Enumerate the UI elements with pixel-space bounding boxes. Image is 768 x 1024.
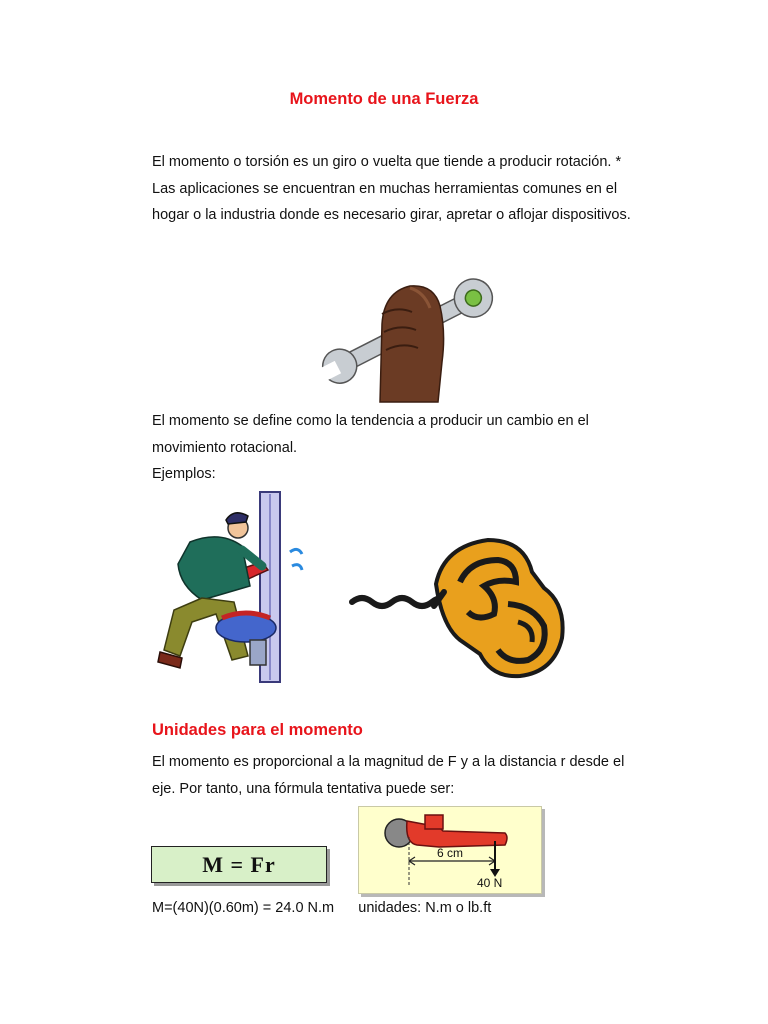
- page-title: Momento de una Fuerza: [289, 90, 479, 108]
- units-line-2: eje. Por tanto, una fórmula tentativa puede ser:: [152, 780, 455, 797]
- wrench-in-fist-illustration: [312, 262, 502, 404]
- units-paragraph: [152, 749, 672, 802]
- intro-line-1: El momento o torsión es un giro o vuelta que tiende a producir rotación. *: [152, 154, 622, 170]
- definition-line-2: movimiento rotacional.: [152, 439, 298, 456]
- examples-label: Ejemplos:: [152, 466, 216, 482]
- intro-line-3: hogar o la industria donde es necesario girar, apretar o aflojar dispositivos.: [152, 207, 631, 223]
- definition-paragraph: [152, 408, 672, 488]
- result-line: M=(40N)(0.60m) = 24.0 N.m unidades: N.m o lb.ft: [152, 900, 492, 916]
- definition-line-1: El momento se define como la tendencia a producir un cambio en el: [152, 413, 589, 429]
- units-heading: Unidades para el momento: [152, 721, 363, 739]
- units-line-1: El momento es proporcional a la magnitud de F y a la distancia r desde el: [152, 754, 625, 770]
- formula-box: M = Fr: [151, 846, 327, 883]
- intro-line-2: Las aplicaciones se encuentran en muchas herramientas comunes en el: [152, 180, 618, 197]
- distance-label: 6 cm: [437, 846, 464, 860]
- hand-turning-screw-illustration: [348, 526, 573, 681]
- pipe-wrench-diagram: [358, 806, 542, 894]
- plumber-illustration: [150, 490, 310, 685]
- intro-paragraph: [152, 149, 672, 229]
- force-label: 40 N: [477, 876, 503, 890]
